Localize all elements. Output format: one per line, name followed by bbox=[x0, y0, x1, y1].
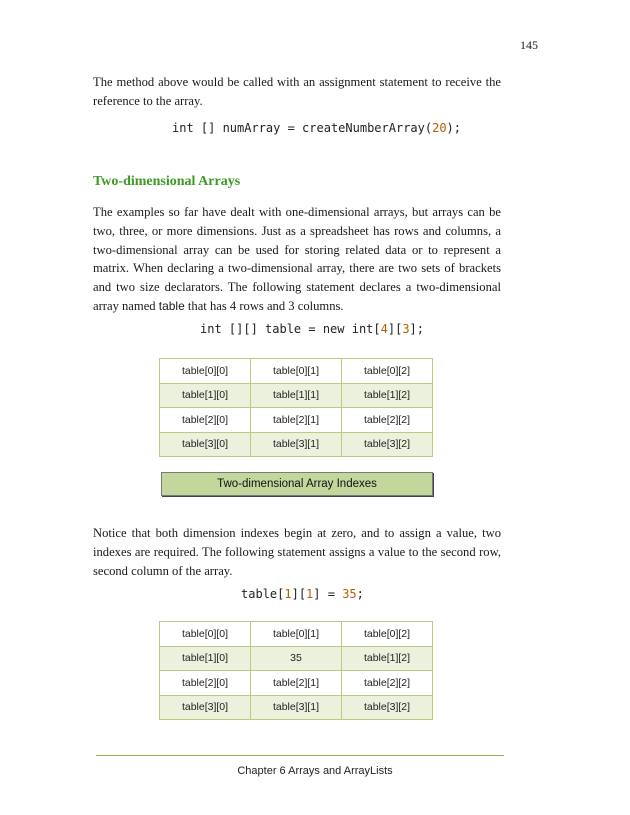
chapter-footer: Chapter 6 Arrays and ArrayLists bbox=[237, 765, 393, 777]
table-row bbox=[160, 432, 433, 457]
table-cell: table[1][0] bbox=[160, 383, 251, 408]
table-row bbox=[160, 695, 433, 720]
table-cell: table[0][0] bbox=[160, 622, 251, 647]
table-cell: table[1][2] bbox=[342, 383, 433, 408]
table-cell: table[3][0] bbox=[160, 432, 251, 457]
table-cell: table[1][1] bbox=[251, 383, 342, 408]
table-cell: table[3][0] bbox=[160, 695, 251, 720]
code-number: 20 bbox=[432, 121, 447, 135]
table-cell: table[0][2] bbox=[342, 359, 433, 384]
table-row bbox=[160, 671, 433, 696]
figure-caption: Two-dimensional Array Indexes bbox=[161, 472, 433, 496]
code-text: ][ bbox=[387, 322, 403, 336]
code-line-assign-value bbox=[241, 587, 364, 601]
table-row bbox=[160, 359, 433, 384]
code-text: ; bbox=[356, 587, 364, 601]
code-text: ] = bbox=[313, 587, 343, 601]
code-line-create-array bbox=[172, 121, 461, 135]
table-cell: table[2][0] bbox=[160, 671, 251, 696]
table-cell: table[0][1] bbox=[251, 622, 342, 647]
code-number: 3 bbox=[402, 322, 410, 336]
table-cell: table[3][1] bbox=[251, 695, 342, 720]
code-number: 1 bbox=[284, 587, 292, 601]
table-cell: table[1][0] bbox=[160, 646, 251, 671]
code-number: 35 bbox=[342, 587, 357, 601]
table-cell: table[2][0] bbox=[160, 408, 251, 433]
table-row bbox=[160, 383, 433, 408]
code-text: ]; bbox=[409, 322, 424, 336]
two-dim-paragraph bbox=[93, 203, 501, 316]
code-number: 4 bbox=[380, 322, 388, 336]
inline-code-table: table bbox=[158, 298, 185, 313]
table-cell: table[2][2] bbox=[342, 408, 433, 433]
array-value-table bbox=[159, 621, 433, 720]
paragraph-text: that has 4 rows and 3 columns. bbox=[184, 298, 344, 313]
table-row bbox=[160, 408, 433, 433]
code-text: table[ bbox=[241, 587, 285, 601]
array-index-table bbox=[159, 358, 433, 457]
notice-paragraph: Notice that both dimension indexes begin at zero, and to assign a value, two indexes are required. The following statement assigns a value to the second row, second column of the array. bbox=[93, 526, 501, 578]
code-text: int [][] table = new int[ bbox=[200, 322, 381, 336]
table-row bbox=[160, 646, 433, 671]
table-row bbox=[160, 622, 433, 647]
code-text: int [] numArray = createNumberArray( bbox=[172, 121, 433, 135]
paragraph-text: The examples so far have dealt with one-dimensional arrays, but arrays can be two, three, or more dimensions. Just as a spreadsheet has rows and columns, a two-dimensional array can be used for storing related data or to represent a matrix. When declaring a two-dimensional array, there are two sets of brackets and two size declarators. The following statement declares a two-dimensional array named bbox=[93, 205, 501, 313]
table-cell: table[1][2] bbox=[342, 646, 433, 671]
intro-paragraph: The method above would be called with an assignment statement to receive the reference to the array. bbox=[93, 75, 501, 108]
code-text: ); bbox=[446, 121, 461, 135]
code-line-declare-table bbox=[200, 322, 424, 336]
section-heading: Two-dimensional Arrays bbox=[93, 174, 241, 189]
table-cell: table[2][1] bbox=[251, 408, 342, 433]
table-cell: table[0][1] bbox=[251, 359, 342, 384]
table-cell: 35 bbox=[251, 646, 342, 671]
table-cell: table[2][2] bbox=[342, 671, 433, 696]
code-text: ][ bbox=[291, 587, 307, 601]
table-cell: table[0][2] bbox=[342, 622, 433, 647]
table-cell: table[0][0] bbox=[160, 359, 251, 384]
table-cell: table[3][2] bbox=[342, 695, 433, 720]
page-number: 145 bbox=[520, 38, 538, 52]
table-cell: table[2][1] bbox=[251, 671, 342, 696]
table-cell: table[3][2] bbox=[342, 432, 433, 457]
footer-divider bbox=[96, 755, 504, 756]
table-cell: table[3][1] bbox=[251, 432, 342, 457]
code-number: 1 bbox=[306, 587, 314, 601]
